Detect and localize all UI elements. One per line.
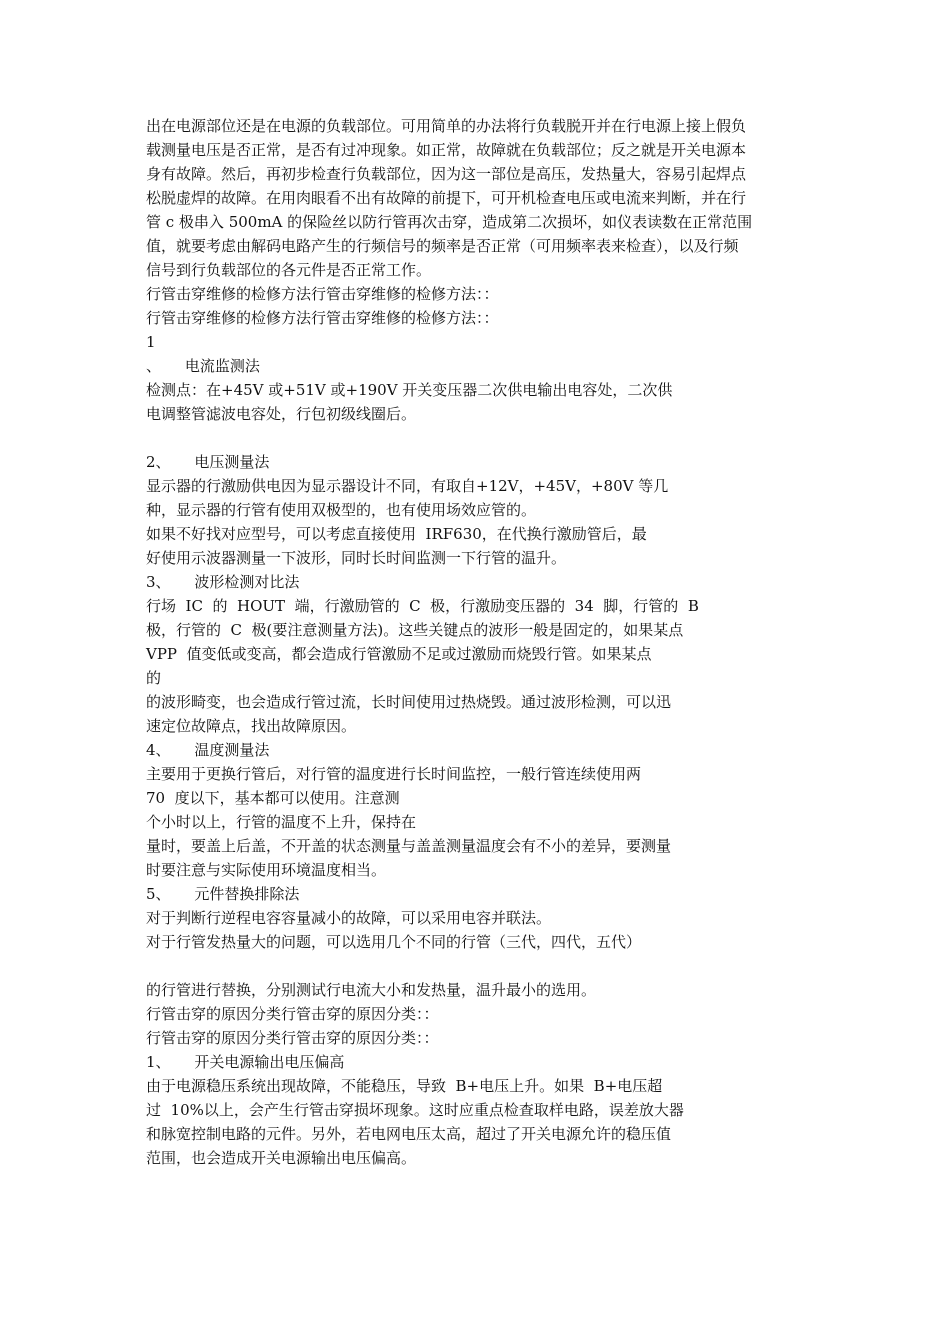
text-line: 由于电源稳压系统出现故障，不能稳压，导致 B+电压上升。如果 B+电压超	[146, 1077, 663, 1095]
text-line: 行管击穿的原因分类行管击穿的原因分类：：	[146, 1029, 439, 1047]
text-line: 时要注意与实际使用环境温度相当。	[146, 861, 387, 879]
text-line: 如果不好找对应型号，可以考虑直接使用 IRF630，在代换行激励管后，最	[146, 525, 647, 543]
text-line: 行管击穿维修的检修方法行管击穿维修的检修方法：：	[146, 309, 499, 327]
text-line: 的波形畸变，也会造成行管过流，长时间使用过热烧毁。通过波形检测，可以迅	[146, 693, 672, 711]
text-line: 2、 电压测量法	[146, 453, 270, 471]
text-line: 过 10%以上，会产生行管击穿损坏现象。这时应重点检查取样电路，误差放大器	[146, 1101, 684, 1119]
text-line: 个小时以上，行管的温度不上升，保持在	[146, 813, 417, 831]
text-line: 的	[146, 669, 162, 687]
text-line: 对于判断行逆程电容容量减小的故障，可以采用电容并联法。	[146, 909, 552, 927]
text-line: 范围，也会造成开关电源输出电压偏高。	[146, 1149, 417, 1167]
text-line: 对于行管发热量大的问题，可以选用几个不同的行管（三代，四代，五代）	[146, 933, 642, 951]
text-line: 70 度以下，基本都可以使用。注意测	[146, 789, 400, 807]
text-line: 行场 IC 的 HOUT 端，行激励管的 C 极，行激励变压器的 34 脚，行管的 B	[146, 597, 699, 615]
text-line: 1、 开关电源输出电压偏高	[146, 1053, 345, 1071]
text-line: 出在电源部位还是在电源的负载部位。可用简单的办法将行负载脱开并在行电源上接上假负	[146, 117, 747, 135]
text-line: 3、 波形检测对比法	[146, 573, 300, 591]
text-line: 好使用示波器测量一下波形，同时长时间监测一下行管的温升。	[146, 549, 567, 567]
text-line: 5、 元件替换排除法	[146, 885, 300, 903]
text-line: 和脉宽控制电路的元件。另外，若电网电压太高，超过了开关电源允许的稳压值	[146, 1125, 672, 1143]
text-line: 极，行管的 C 极(要注意测量方法)。这些关键点的波形一般是固定的，如果某点	[146, 621, 684, 639]
text-line: 信号到行负载部位的各元件是否正常工作。	[146, 261, 432, 279]
text-line: 松脱虚焊的故障。在用肉眼看不出有故障的前提下，可开机检查电压或电流来判断，并在行	[146, 189, 747, 207]
text-line: 管 c 极串入 500mA 的保险丝以防行管再次击穿，造成第二次损坏，如仪表读数在正常范围	[146, 213, 753, 231]
text-line: 行管击穿维修的检修方法行管击穿维修的检修方法：：	[146, 285, 499, 303]
text-line: 的行管进行替换，分别测试行电流大小和发热量，温升最小的选用。	[146, 981, 597, 999]
text-line: 电调整管滤波电容处，行包初级线圈后。	[146, 405, 417, 423]
text-line: 速定位故障点，找出故障原因。	[146, 717, 357, 735]
text-line: 身有故障。然后，再初步检查行负载部位，因为这一部位是高压，发热量大，容易引起焊点	[146, 165, 747, 183]
text-line: 行管击穿的原因分类行管击穿的原因分类：：	[146, 1005, 439, 1023]
text-line: 载测量电压是否正常，是否有过冲现象。如正常，故障就在负载部位；反之就是开关电源本	[146, 141, 747, 159]
text-line: 主要用于更换行管后，对行管的温度进行长时间监控，一般行管连续使用两	[146, 765, 642, 783]
text-line: 量时，要盖上后盖，不开盖的状态测量与盖盖测量温度会有不小的差异，要测量	[146, 837, 672, 855]
text-line: 、 电流监测法	[146, 357, 260, 375]
text-line: 1	[146, 333, 156, 351]
text-line: 4、 温度测量法	[146, 741, 270, 759]
text-line: 显示器的行激励供电因为显示器设计不同，有取自+12V，+45V，+80V 等几	[146, 477, 669, 495]
text-line: 检测点：在+45V 或+51V 或+190V 开关变压器二次供电输出电容处，二次供	[146, 381, 673, 399]
text-line: VPP 值变低或变高，都会造成行管激励不足或过激励而烧毁行管。如果某点	[146, 645, 652, 663]
text-line: 种，显示器的行管有使用双极型的，也有使用场效应管的。	[146, 501, 537, 519]
text-line: 值，就要考虑由解码电路产生的行频信号的频率是否正常（可用频率表来检查），以及行频	[146, 237, 739, 255]
